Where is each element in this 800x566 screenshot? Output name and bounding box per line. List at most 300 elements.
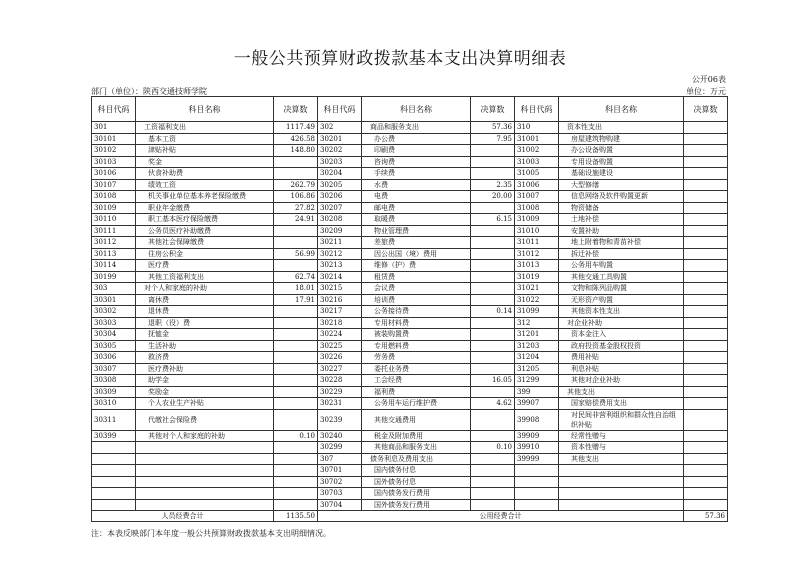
- page-title: 一般公共预算财政拨款基本支出决算明细表: [233, 49, 567, 69]
- cell-code: 30103: [92, 156, 136, 168]
- cell-amount: [274, 306, 318, 318]
- cell-amount: [684, 430, 728, 442]
- header-amount-1: 决算数: [274, 97, 318, 122]
- cell-name: 奖金: [136, 156, 274, 168]
- cell-amount: [684, 191, 728, 203]
- cell-name: [559, 465, 684, 477]
- cell-name: 退职（役）费: [136, 317, 274, 329]
- cell-amount: [684, 294, 728, 306]
- cell-name: 税金及附加费用: [362, 430, 471, 442]
- table-row: [92, 271, 728, 283]
- cell-amount: 18.01: [274, 283, 318, 295]
- cell-name: 邮电费: [362, 202, 471, 214]
- cell-name: 拆迁补偿: [559, 248, 684, 260]
- table-row: [92, 248, 728, 260]
- cell-code: 30112: [92, 237, 136, 249]
- cell-code: 30311: [92, 409, 136, 430]
- cell-code: 301: [92, 122, 136, 134]
- cell-amount: [684, 442, 728, 454]
- cell-code: 30239: [318, 409, 362, 430]
- cell-name: 其他社会保障缴费: [136, 237, 274, 249]
- cell-name: [559, 499, 684, 511]
- cell-amount: [684, 202, 728, 214]
- table-row: [92, 214, 728, 226]
- cell-code: 30305: [92, 340, 136, 352]
- cell-name: [136, 453, 274, 465]
- cell-amount: [274, 225, 318, 237]
- cell-name: 国家赔偿费用支出: [559, 398, 684, 410]
- table-code: 公开06表: [691, 75, 726, 84]
- cell-code: 30102: [92, 145, 136, 157]
- cell-code: 30299: [318, 442, 362, 454]
- cell-name: 无形资产购置: [559, 294, 684, 306]
- cell-amount: [471, 476, 515, 488]
- cell-name: 住房公积金: [136, 248, 274, 260]
- cell-amount: [274, 453, 318, 465]
- header-code-3: 科目代码: [515, 97, 559, 122]
- cell-code: 30110: [92, 214, 136, 226]
- cell-name: 其他交通工具购置: [559, 271, 684, 283]
- cell-name: 劳务费: [362, 352, 471, 364]
- cell-code: 30207: [318, 202, 362, 214]
- cell-code: [92, 453, 136, 465]
- cell-code: 30212: [318, 248, 362, 260]
- cell-name: 租赁费: [362, 271, 471, 283]
- cell-amount: [684, 156, 728, 168]
- cell-code: 30203: [318, 156, 362, 168]
- cell-code: 30217: [318, 306, 362, 318]
- cell-name: 地上附着物和青苗补偿: [559, 237, 684, 249]
- cell-name: 电费: [362, 191, 471, 203]
- cell-name: 利息补贴: [559, 363, 684, 375]
- cell-name: 手续费: [362, 168, 471, 180]
- cell-name: 取暖费: [362, 214, 471, 226]
- cell-name: 退休费: [136, 306, 274, 318]
- cell-name: 工资福利支出: [136, 122, 274, 134]
- cell-name: 会议费: [362, 283, 471, 295]
- cell-amount: [684, 122, 728, 134]
- cell-name: 政府投资基金股权投资: [559, 340, 684, 352]
- cell-name: 商品和服务支出: [362, 122, 471, 134]
- cell-name: 房屋建筑物购建: [559, 133, 684, 145]
- cell-code: 30206: [318, 191, 362, 203]
- cell-code: 30109: [92, 202, 136, 214]
- cell-name: 费用补贴: [559, 352, 684, 364]
- cell-name: 培训费: [362, 294, 471, 306]
- cell-amount: [471, 329, 515, 341]
- cell-name: 绩效工资: [136, 179, 274, 191]
- table-row: [92, 409, 728, 430]
- cell-name: 安置补助: [559, 225, 684, 237]
- table-row: [92, 453, 728, 465]
- cell-amount: [471, 202, 515, 214]
- cell-name: 办公费: [362, 133, 471, 145]
- header-amount-3: 决算数: [684, 97, 728, 122]
- cell-code: [515, 465, 559, 477]
- cell-code: [92, 442, 136, 454]
- cell-name: 医疗费补助: [136, 363, 274, 375]
- cell-amount: 62.74: [274, 271, 318, 283]
- cell-amount: [471, 271, 515, 283]
- cell-amount: 1117.49: [274, 122, 318, 134]
- personnel-total-value: 1135.50: [274, 511, 318, 522]
- table-row: [92, 398, 728, 410]
- cell-name: 专用材料费: [362, 317, 471, 329]
- cell-name: 咨询费: [362, 156, 471, 168]
- cell-code: 30703: [318, 488, 362, 500]
- unit-label: 单位：万元: [686, 87, 726, 96]
- table-row: [92, 225, 728, 237]
- table-row: [92, 179, 728, 191]
- cell-code: 30309: [92, 386, 136, 398]
- cell-amount: [471, 488, 515, 500]
- cell-amount: [471, 168, 515, 180]
- cell-code: 310: [515, 122, 559, 134]
- cell-amount: [274, 465, 318, 477]
- cell-code: 30229: [318, 386, 362, 398]
- cell-amount: [471, 260, 515, 272]
- cell-name: 奖励金: [136, 386, 274, 398]
- cell-code: 30702: [318, 476, 362, 488]
- cell-amount: 57.36: [471, 122, 515, 134]
- cell-name: 个人农业生产补贴: [136, 398, 274, 410]
- cell-code: [92, 488, 136, 500]
- table-row: [92, 386, 728, 398]
- cell-amount: [274, 156, 318, 168]
- cell-amount: [684, 499, 728, 511]
- cell-code: 30208: [318, 214, 362, 226]
- cell-code: 30199: [92, 271, 136, 283]
- cell-code: 31022: [515, 294, 559, 306]
- cell-code: 30228: [318, 375, 362, 387]
- table-row: [92, 133, 728, 145]
- cell-name: [136, 465, 274, 477]
- cell-code: 30704: [318, 499, 362, 511]
- cell-amount: [684, 329, 728, 341]
- cell-name: 委托业务费: [362, 363, 471, 375]
- cell-code: [92, 465, 136, 477]
- cell-code: 30218: [318, 317, 362, 329]
- cell-name: 基础设施建设: [559, 168, 684, 180]
- cell-amount: [274, 386, 318, 398]
- table-row: [92, 191, 728, 203]
- cell-code: 30101: [92, 133, 136, 145]
- cell-code: [515, 499, 559, 511]
- cell-code: 31013: [515, 260, 559, 272]
- cell-amount: [471, 465, 515, 477]
- public-total-label: 公用经费合计: [318, 511, 684, 522]
- cell-code: [92, 499, 136, 511]
- cell-amount: 24.91: [274, 214, 318, 226]
- cell-amount: [684, 363, 728, 375]
- cell-code: 30111: [92, 225, 136, 237]
- cell-code: 30108: [92, 191, 136, 203]
- cell-name: [559, 488, 684, 500]
- cell-code: 30301: [92, 294, 136, 306]
- cell-amount: [684, 260, 728, 272]
- cell-name: 其他支出: [559, 453, 684, 465]
- cell-amount: [684, 214, 728, 226]
- cell-name: 专用设备购置: [559, 156, 684, 168]
- cell-amount: 426.58: [274, 133, 318, 145]
- cell-amount: 20.00: [471, 191, 515, 203]
- cell-code: [92, 476, 136, 488]
- cell-name: [136, 442, 274, 454]
- cell-name: 对企业补助: [559, 317, 684, 329]
- cell-name: 土地补偿: [559, 214, 684, 226]
- cell-code: 30308: [92, 375, 136, 387]
- cell-amount: 262.79: [274, 179, 318, 191]
- cell-name: 其他对个人和家庭的补助: [136, 430, 274, 442]
- cell-name: 国内债务付息: [362, 465, 471, 477]
- cell-amount: [684, 409, 728, 430]
- cell-amount: [471, 294, 515, 306]
- cell-amount: [684, 133, 728, 145]
- table-row: [92, 363, 728, 375]
- cell-name: 伙食补助费: [136, 168, 274, 180]
- cell-code: 31010: [515, 225, 559, 237]
- cell-code: 31011: [515, 237, 559, 249]
- cell-name: 助学金: [136, 375, 274, 387]
- cell-amount: [684, 476, 728, 488]
- cell-name: 大型修缮: [559, 179, 684, 191]
- cell-name: 医疗费: [136, 260, 274, 272]
- cell-name: [136, 488, 274, 500]
- cell-amount: 27.82: [274, 202, 318, 214]
- cell-amount: [471, 386, 515, 398]
- table-note: 注：本表反映部门本年度一般公共预算财政拨款基本支出明细情况。: [91, 529, 331, 538]
- cell-name: [136, 476, 274, 488]
- table-row: [92, 156, 728, 168]
- cell-code: [515, 488, 559, 500]
- cell-code: 30304: [92, 329, 136, 341]
- cell-amount: [684, 375, 728, 387]
- cell-name: 水费: [362, 179, 471, 191]
- cell-code: 30307: [92, 363, 136, 375]
- cell-amount: [684, 465, 728, 477]
- table-row: [92, 352, 728, 364]
- cell-name: 公务员医疗补助缴费: [136, 225, 274, 237]
- cell-amount: [471, 248, 515, 260]
- table-header-row: [92, 97, 728, 122]
- cell-name: 职业年金缴费: [136, 202, 274, 214]
- cell-code: 30113: [92, 248, 136, 260]
- cell-code: 31001: [515, 133, 559, 145]
- cell-amount: [274, 363, 318, 375]
- cell-code: 30399: [92, 430, 136, 442]
- cell-name: 经常性赠与: [559, 430, 684, 442]
- cell-name: 办公设备购置: [559, 145, 684, 157]
- table-row: [92, 465, 728, 477]
- cell-amount: [471, 430, 515, 442]
- cell-code: 30106: [92, 168, 136, 180]
- cell-name: 公务用车运行维护费: [362, 398, 471, 410]
- cell-code: 30224: [318, 329, 362, 341]
- table-row: [92, 317, 728, 329]
- cell-amount: [471, 409, 515, 430]
- cell-code: 31008: [515, 202, 559, 214]
- cell-amount: [684, 283, 728, 295]
- cell-amount: [684, 248, 728, 260]
- table-row: [92, 283, 728, 295]
- cell-amount: [274, 352, 318, 364]
- cell-code: 31204: [515, 352, 559, 364]
- cell-code: 39909: [515, 430, 559, 442]
- table-row: [92, 430, 728, 442]
- cell-name: 物业管理费: [362, 225, 471, 237]
- cell-name: 国外债务付息: [362, 476, 471, 488]
- cell-code: 30227: [318, 363, 362, 375]
- cell-amount: [684, 453, 728, 465]
- table-row: [92, 340, 728, 352]
- cell-name: 工会经费: [362, 375, 471, 387]
- cell-amount: 106.86: [274, 191, 318, 203]
- cell-name: 资本金注入: [559, 329, 684, 341]
- cell-name: 专用燃料费: [362, 340, 471, 352]
- cell-amount: [684, 340, 728, 352]
- cell-code: 30226: [318, 352, 362, 364]
- cell-amount: 16.05: [471, 375, 515, 387]
- cell-name: 公务用车购置: [559, 260, 684, 272]
- cell-amount: [274, 260, 318, 272]
- cell-amount: [471, 317, 515, 329]
- table-row: [92, 122, 728, 134]
- cell-name: 资本性赠与: [559, 442, 684, 454]
- cell-amount: [684, 386, 728, 398]
- cell-code: 312: [515, 317, 559, 329]
- cell-code: 39907: [515, 398, 559, 410]
- cell-name: 印刷费: [362, 145, 471, 157]
- cell-amount: [274, 442, 318, 454]
- cell-code: 30205: [318, 179, 362, 191]
- cell-code: 30202: [318, 145, 362, 157]
- cell-name: 信息网络及软件购置更新: [559, 191, 684, 203]
- cell-code: 31009: [515, 214, 559, 226]
- cell-amount: [684, 168, 728, 180]
- cell-name: 职工基本医疗保险缴费: [136, 214, 274, 226]
- cell-name: 代缴社会保险费: [136, 409, 274, 430]
- cell-code: 31099: [515, 306, 559, 318]
- cell-code: [515, 476, 559, 488]
- cell-amount: [684, 306, 728, 318]
- cell-code: 31019: [515, 271, 559, 283]
- cell-code: 30107: [92, 179, 136, 191]
- cell-name: 其他商品和服务支出: [362, 442, 471, 454]
- cell-amount: 0.14: [471, 306, 515, 318]
- cell-amount: [471, 340, 515, 352]
- public-total-value: 57.36: [684, 511, 728, 522]
- cell-name: 基本工资: [136, 133, 274, 145]
- table-row: [92, 237, 728, 249]
- cell-code: 31003: [515, 156, 559, 168]
- cell-amount: [684, 225, 728, 237]
- cell-amount: [471, 225, 515, 237]
- cell-amount: [274, 488, 318, 500]
- cell-name: 维修（护）费: [362, 260, 471, 272]
- cell-amount: [274, 168, 318, 180]
- cell-code: 307: [318, 453, 362, 465]
- expenditure-table: [91, 96, 728, 522]
- header-name-1: 科目名称: [136, 97, 274, 122]
- cell-amount: [684, 317, 728, 329]
- cell-amount: [471, 499, 515, 511]
- cell-code: 30306: [92, 352, 136, 364]
- header-name-2: 科目名称: [362, 97, 471, 122]
- department-label: 部门（单位）：陕西交通技师学院: [91, 87, 207, 96]
- cell-code: 30303: [92, 317, 136, 329]
- cell-code: 30701: [318, 465, 362, 477]
- cell-name: 抚恤金: [136, 329, 274, 341]
- cell-amount: [274, 375, 318, 387]
- cell-code: 31203: [515, 340, 559, 352]
- cell-name: 因公出国（境）费用: [362, 248, 471, 260]
- cell-name: 公务接待费: [362, 306, 471, 318]
- cell-amount: [684, 145, 728, 157]
- cell-amount: [274, 329, 318, 341]
- cell-code: 30211: [318, 237, 362, 249]
- cell-name: 国外债务发行费用: [362, 499, 471, 511]
- cell-amount: [274, 340, 318, 352]
- cell-amount: [471, 156, 515, 168]
- cell-code: 31012: [515, 248, 559, 260]
- table-row: [92, 488, 728, 500]
- cell-amount: 56.99: [274, 248, 318, 260]
- cell-code: 39910: [515, 442, 559, 454]
- cell-code: 31205: [515, 363, 559, 375]
- cell-code: 399: [515, 386, 559, 398]
- cell-amount: [684, 398, 728, 410]
- cell-amount: 2.35: [471, 179, 515, 191]
- cell-name: 其他支出: [559, 386, 684, 398]
- cell-code: 39908: [515, 409, 559, 430]
- table-row: [92, 375, 728, 387]
- header-name-3: 科目名称: [559, 97, 684, 122]
- cell-code: 30215: [318, 283, 362, 295]
- table-row: [92, 260, 728, 272]
- cell-name: 国内债务发行费用: [362, 488, 471, 500]
- cell-name: 资本性支出: [559, 122, 684, 134]
- cell-code: 31201: [515, 329, 559, 341]
- table-row: [92, 145, 728, 157]
- cell-code: 31299: [515, 375, 559, 387]
- cell-name: 津贴补贴: [136, 145, 274, 157]
- table-row: [92, 476, 728, 488]
- cell-code: 30231: [318, 398, 362, 410]
- cell-name: 对个人和家庭的补助: [136, 283, 274, 295]
- cell-amount: [274, 237, 318, 249]
- cell-amount: [274, 398, 318, 410]
- cell-amount: [684, 237, 728, 249]
- cell-amount: 0.10: [471, 442, 515, 454]
- cell-amount: 6.15: [471, 214, 515, 226]
- cell-amount: 148.80: [274, 145, 318, 157]
- cell-amount: 17.91: [274, 294, 318, 306]
- header-amount-2: 决算数: [471, 97, 515, 122]
- cell-name: 债务利息及费用支出: [362, 453, 471, 465]
- cell-code: 31021: [515, 283, 559, 295]
- cell-amount: 0.10: [274, 430, 318, 442]
- cell-code: 30214: [318, 271, 362, 283]
- cell-code: 30114: [92, 260, 136, 272]
- cell-code: 39999: [515, 453, 559, 465]
- cell-name: 差旅费: [362, 237, 471, 249]
- cell-amount: [274, 499, 318, 511]
- cell-code: 31006: [515, 179, 559, 191]
- cell-name: 物资储备: [559, 202, 684, 214]
- table-row: [92, 306, 728, 318]
- cell-code: 30209: [318, 225, 362, 237]
- cell-amount: [471, 363, 515, 375]
